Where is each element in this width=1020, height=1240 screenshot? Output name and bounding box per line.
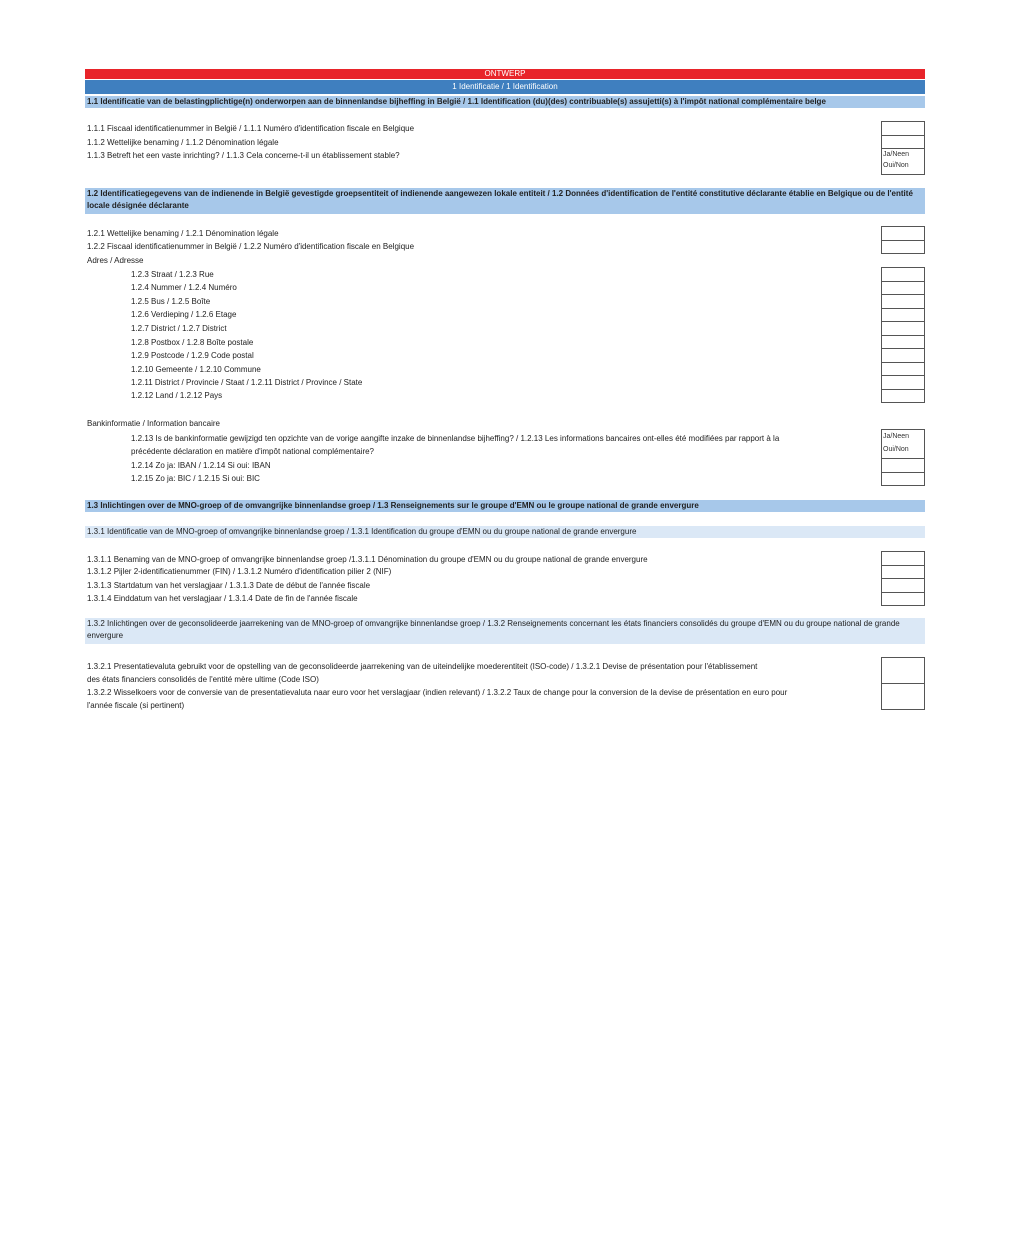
draft-banner: ONTWERP (85, 69, 925, 79)
input-1-3-1-3[interactable] (882, 579, 924, 593)
field-label-1-2-14: 1.2.14 Zo ja: IBAN / 1.2.14 Si oui: IBAN (131, 461, 271, 470)
field-label-1-1-1: 1.1.1 Fiscaal identificatienummer in België / 1.1.1 Numéro d'identification fiscale en Belgique (87, 124, 415, 133)
input-1-2-14[interactable] (882, 459, 924, 473)
input-group-1-1 (881, 121, 925, 175)
input-1-2-10[interactable] (882, 363, 924, 377)
subsection-1-3-2-title: 1.3.2 Inlichtingen over de geconsolideerde jaarrekening van de MNO-groep of omvangrijke binnenlandse groep / 1.3.2 Renseignements concernant les états financiers consolidés du groupe d'EMN ou du groupe national de grande envergure (85, 618, 925, 644)
field-label-1-2-8: 1.2.8 Postbox / 1.2.8 Boîte postale (131, 338, 254, 347)
select-1-2-13[interactable] (882, 430, 924, 459)
input-1-2-3[interactable] (882, 268, 924, 282)
section-1-2-title: 1.2 Identificatiegegevens van de indienende in België gevestigde groepsentiteit of indienende aangewezen lokale entiteit / 1.2 Données d'identification de l'entité constitutive déclarante établie en Belgique ou de l'entité locale désignée déclarante (85, 188, 925, 214)
input-1-2-11[interactable] (882, 376, 924, 390)
section-1-3-title: 1.3 Inlichtingen over de MNO-groep of de omvangrijke binnenlandse groep / 1.3 Renseignements sur le groupe d'EMN ou le groupe national de grande envergure (85, 500, 925, 512)
field-label-1-3-2-1: 1.3.2.1 Presentatievaluta gebruikt voor de opstelling van de geconsolideerde jaarrekening van de uiteindelijke moederentiteit (ISO-code) / 1.3.2.1 Devise de présentation pour l'établissement des états financiers consolidés de l'entité mère ultime (Code ISO) (87, 662, 758, 684)
input-group-1-2-a (881, 226, 925, 254)
input-1-3-1-2[interactable] (882, 566, 924, 580)
field-label-1-2-5: 1.2.5 Bus / 1.2.5 Boîte (131, 297, 211, 306)
field-label-1-2-12: 1.2.12 Land / 1.2.12 Pays (131, 391, 223, 400)
field-label-1-3-1-4: 1.3.1.4 Einddatum van het verslagjaar / 1.3.1.4 Date de fin de l'année fiscale (87, 594, 358, 603)
input-group-bank (881, 429, 925, 486)
section-banner: 1 Identificatie / 1 Identification (85, 80, 925, 94)
yes-no-label: Ja/Neen (883, 151, 910, 158)
field-label-1-2-6: 1.2.6 Verdieping / 1.2.6 Etage (131, 310, 237, 319)
field-label-1-3-2-2: 1.3.2.2 Wisselkoers voor de conversie van de presentatievaluta naar euro voor het verslagjaar (indien relevant) / 1.3.2.2 Taux de change pour la conversion de la devise de présentation en euro pour l'année fiscale (si pertinent) (87, 688, 788, 710)
field-label-1-2-13: 1.2.13 Is de bankinformatie gewijzigd ten opzichte van de vorige aangifte inzake de binnenlandse bijheffing? / 1.2.13 Les informations bancaires ont-elles été modifiées par rapport à la précédente déclaration en matière d'impôt national complémentaire? (131, 434, 780, 456)
input-1-1-1[interactable] (882, 122, 924, 136)
input-1-2-2[interactable] (882, 241, 924, 255)
field-label-1-1-2: 1.1.2 Wettelijke benaming / 1.1.2 Dénomination légale (87, 138, 279, 147)
field-label-1-3-1-1: 1.3.1.1 Benaming van de MNO-groep of omvangrijke binnenlandse groep /1.3.1.1 Dénomination du groupe d'EMN ou du groupe national de grande envergure (87, 555, 648, 564)
input-1-2-8[interactable] (882, 336, 924, 350)
input-1-2-5[interactable] (882, 295, 924, 309)
input-1-2-12[interactable] (882, 390, 924, 404)
input-1-2-15[interactable] (882, 473, 924, 487)
field-label-1-3-1-3: 1.3.1.3 Startdatum van het verslagjaar / 1.3.1.3 Date de début de l'année fiscale (87, 581, 371, 590)
input-group-address (881, 267, 925, 403)
field-label-1-2-15: 1.2.15 Zo ja: BIC / 1.2.15 Si oui: BIC (131, 474, 260, 483)
input-group-1-3-1 (881, 551, 925, 606)
field-label-1-2-9: 1.2.9 Postcode / 1.2.9 Code postal (131, 351, 254, 360)
input-1-3-2-1[interactable] (882, 658, 924, 684)
input-1-2-1[interactable] (882, 227, 924, 241)
field-label-1-1-3: 1.1.3 Betreft het een vaste inrichting? / 1.1.3 Cela concerne-t-il un établissement stable? (87, 151, 400, 160)
input-1-2-9[interactable] (882, 349, 924, 363)
address-label: Adres / Adresse (87, 256, 144, 265)
field-label-1-2-3: 1.2.3 Straat / 1.2.3 Rue (131, 270, 214, 279)
input-1-2-6[interactable] (882, 309, 924, 323)
field-label-1-2-10: 1.2.10 Gemeente / 1.2.10 Commune (131, 365, 261, 374)
field-label-1-2-2: 1.2.2 Fiscaal identificatienummer in België / 1.2.2 Numéro d'identification fiscale en Belgique (87, 242, 415, 251)
select-1-1-3[interactable] (882, 149, 924, 173)
input-1-3-1-1[interactable] (882, 552, 924, 566)
oui-non-label: Oui/Non (883, 162, 909, 169)
field-label-1-2-4: 1.2.4 Nummer / 1.2.4 Numéro (131, 283, 237, 292)
bank-label: Bankinformatie / Information bancaire (87, 419, 220, 428)
oui-non-label: Oui/Non (883, 446, 909, 453)
section-1-1-title: 1.1 Identificatie van de belastingplichtige(n) onderworpen aan de binnenlandse bijheffing in België / 1.1 Identification (du)(des) contribuable(s) assujetti(s) à l'impôt national complémentaire belge (85, 96, 925, 108)
field-label-1-2-11: 1.2.11 District / Provincie / Staat / 1.2.11 District / Province / State (131, 378, 363, 387)
input-group-1-3-2 (881, 657, 925, 710)
input-1-2-7[interactable] (882, 322, 924, 336)
input-1-3-1-4[interactable] (882, 593, 924, 607)
subsection-1-3-1-title: 1.3.1 Identificatie van de MNO-groep of omvangrijke binnenlandse groep / 1.3.1 Identification du groupe d'EMN ou du groupe national de grande envergure (85, 526, 925, 538)
yes-no-label: Ja/Neen (883, 433, 910, 440)
input-1-3-2-2[interactable] (882, 684, 924, 710)
input-1-1-2[interactable] (882, 136, 924, 150)
field-label-1-2-7: 1.2.7 District / 1.2.7 District (131, 324, 227, 333)
field-label-1-3-1-2: 1.3.1.2 Pijler 2-identificatienummer (FIN) / 1.3.1.2 Numéro d'identification pilier 2 (NIF) (87, 567, 392, 576)
field-label-1-2-1: 1.2.1 Wettelijke benaming / 1.2.1 Dénomination légale (87, 229, 279, 238)
input-1-2-4[interactable] (882, 282, 924, 296)
